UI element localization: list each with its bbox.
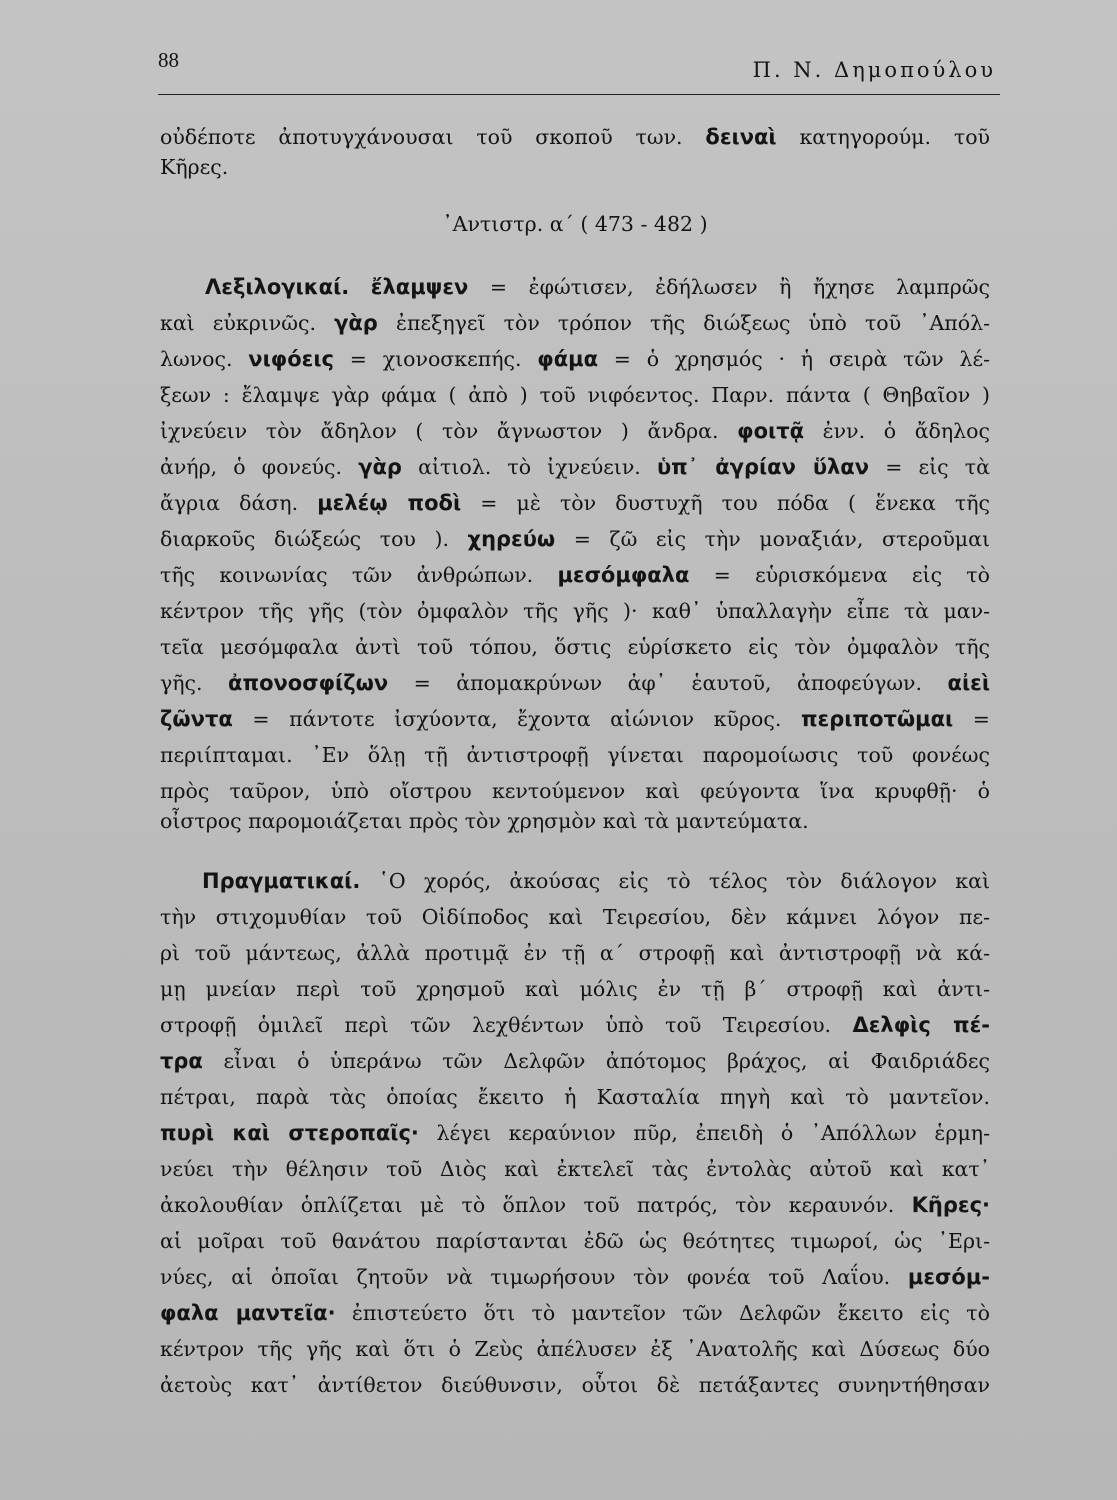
- text-line: ξεων : ἔλαμψε γὰρ φάμα ( ἀπὸ ) τοῦ νιφόεντος. Παρν. πάντα ( Θηβαῖον ): [160, 383, 990, 407]
- text-line: νύες, αἱ ὁποῖαι ζητοῦν νὰ τιμωρήσουν τὸν φονέα τοῦ Λαΐου. μεσόμ-: [160, 1265, 990, 1289]
- text-line: μῃ μνείαν περὶ τοῦ χρησμοῦ καὶ μόλις ἐν τῇ β΄ στροφῇ καὶ ἀντι-: [160, 977, 990, 1001]
- text-line: περιίπταμαι. ᾿Εν ὅλῃ τῇ ἀντιστροφῇ γίνεται παρομοίωσις τοῦ φονέως: [160, 743, 990, 767]
- text-line: φαλα μαντεῖα· ἐπιστεύετο ὅτι τὸ μαντεῖον τῶν Δελφῶν ἔκειτο εἰς τὸ: [160, 1301, 990, 1325]
- text-line: πυρὶ καὶ στεροπαῖς· λέγει κεραύνιον πῦρ, ἐπειδὴ ὁ ᾿Απόλλων ἑρμη-: [160, 1121, 991, 1145]
- text-line: ζῶντα = πάντοτε ἰσχύοντα, ἔχοντα αἰώνιον κῦρος. περιποτῶμαι =: [160, 707, 990, 731]
- text-line: οἶστρος παρομοιάζεται πρὸς τὸν χρησμὸν καὶ τὰ μαντεύματα.: [160, 809, 809, 833]
- page-number: 88: [158, 48, 179, 72]
- text-line: τεῖα μεσόμφαλα ἀντὶ τοῦ τόπου, ὅστις εὑρίσκετο εἰς τὸν ὀμφαλὸν τῆς: [160, 635, 990, 659]
- text-line: γῆς. ἀπονοσφίζων = ἀπομακρύνων ἀφ᾿ ἑαυτοῦ, ἀποφεύγων. αἰεὶ: [160, 671, 990, 695]
- text-line: τρα εἶναι ὁ ὑπεράνω τῶν Δελφῶν ἀπότομος βράχος, αἱ Φαιδριάδες: [160, 1049, 990, 1073]
- running-title: Π. Ν. Δημοπούλου: [752, 58, 996, 82]
- text-line: κέντρον τῆς γῆς (τὸν ὀμφαλὸν τῆς γῆς )· καθ᾿ ὑπαλλαγὴν εἶπε τὰ μαν-: [160, 599, 990, 623]
- section-heading: ᾿Αντιστρ. α΄ ( 473 - 482 ): [442, 212, 708, 236]
- text-line: νεύει τὴν θέλησιν τοῦ Διὸς καὶ ἐκτελεῖ τὰς ἐντολὰς αὐτοῦ καὶ κατ᾿: [160, 1157, 990, 1181]
- text-line: ἰχνεύειν τὸν ἄδηλον ( τὸν ἄγνωστον ) ἄνδρα. φοιτᾷ ἐνν. ὁ ἄδηλος: [160, 419, 990, 443]
- text-line: λωνος. νιφόεις = χιονοσκεπής. φάμα = ὁ χρησμός · ἡ σειρὰ τῶν λέ-: [160, 347, 991, 371]
- text-line: ἄγρια δάση. μελέῳ ποδὶ = μὲ τὸν δυστυχῆ του πόδα ( ἕνεκα τῆς: [160, 491, 990, 515]
- text-line: Λεξιλογικαί. ἔλαμψεν = ἐφώτισεν, ἐδήλωσεν ἢ ἤχησε λαμπρῶς: [205, 275, 990, 299]
- text-line: ρὶ τοῦ μάντεως, ἀλλὰ προτιμᾷ ἐν τῇ α΄ στροφῇ καὶ ἀντιστροφῇ νὰ κά-: [160, 941, 990, 965]
- text-line: ἀκολουθίαν ὁπλίζεται μὲ τὸ ὅπλον τοῦ πατρός, τὸν κεραυνόν. Κῆρες·: [160, 1193, 990, 1217]
- text-line: καὶ εὐκρινῶς. γὰρ ἐπεξηγεῖ τὸν τρόπον τῆς διώξεως ὑπὸ τοῦ ᾿Απόλ-: [160, 311, 990, 335]
- text-line: διαρκοῦς διώξεώς του ). χηρεύω = ζῶ εἰς τὴν μοναξιάν, στεροῦμαι: [160, 527, 990, 551]
- page-header: [158, 44, 1000, 95]
- text-line: πέτραι, παρὰ τὰς ὁποίας ἔκειτο ἡ Κασταλία πηγὴ καὶ τὸ μαντεῖον.: [160, 1085, 990, 1109]
- text-line: Κῆρες.: [160, 155, 229, 179]
- text-line: τῆς κοινωνίας τῶν ἀνθρώπων. μεσόμφαλα = εὑρισκόμενα εἰς τὸ: [160, 563, 990, 587]
- text-line: τὴν στιχομυθίαν τοῦ Οἰδίποδος καὶ Τειρεσίου, δὲν κάμνει λόγον πε-: [160, 905, 990, 929]
- text-line: πρὸς ταῦρον, ὑπὸ οἴστρου κεντούμενον καὶ φεύγοντα ἵνα κρυφθῇ· ὁ: [160, 779, 990, 803]
- text-line: οὐδέποτε ἀποτυγχάνουσαι τοῦ σκοποῦ των. δειναὶ κατηγορούμ. τοῦ: [160, 125, 990, 149]
- text-line: στροφῇ ὁμιλεῖ περὶ τῶν λεχθέντων ὑπὸ τοῦ Τειρεσίου. Δελφὶς πέ-: [160, 1013, 990, 1037]
- text-line: Πραγματικαί. ῾Ο χορός, ἀκούσας εἰς τὸ τέλος τὸν διάλογον καὶ: [202, 869, 990, 893]
- text-line: κέντρον τῆς γῆς καὶ ὅτι ὁ Ζεὺς ἀπέλυσεν ἐξ ᾿Ανατολῆς καὶ Δύσεως δύο: [160, 1337, 990, 1361]
- text-line: αἱ μοῖραι τοῦ θανάτου παρίστανται ἐδῶ ὡς θεότητες τιμωροί, ὡς ᾿Ερι-: [160, 1229, 990, 1253]
- text-line: ἀνήρ, ὁ φονεύς. γὰρ αἰτιολ. τὸ ἰχνεύειν. ὑπ᾿ ἀγρίαν ὕλαν = εἰς τὰ: [160, 455, 990, 479]
- text-line: ἀετοὺς κατ᾿ ἀντίθετον διεύθυνσιν, οὗτοι δὲ πετάξαντες συνηντήθησαν: [160, 1373, 990, 1397]
